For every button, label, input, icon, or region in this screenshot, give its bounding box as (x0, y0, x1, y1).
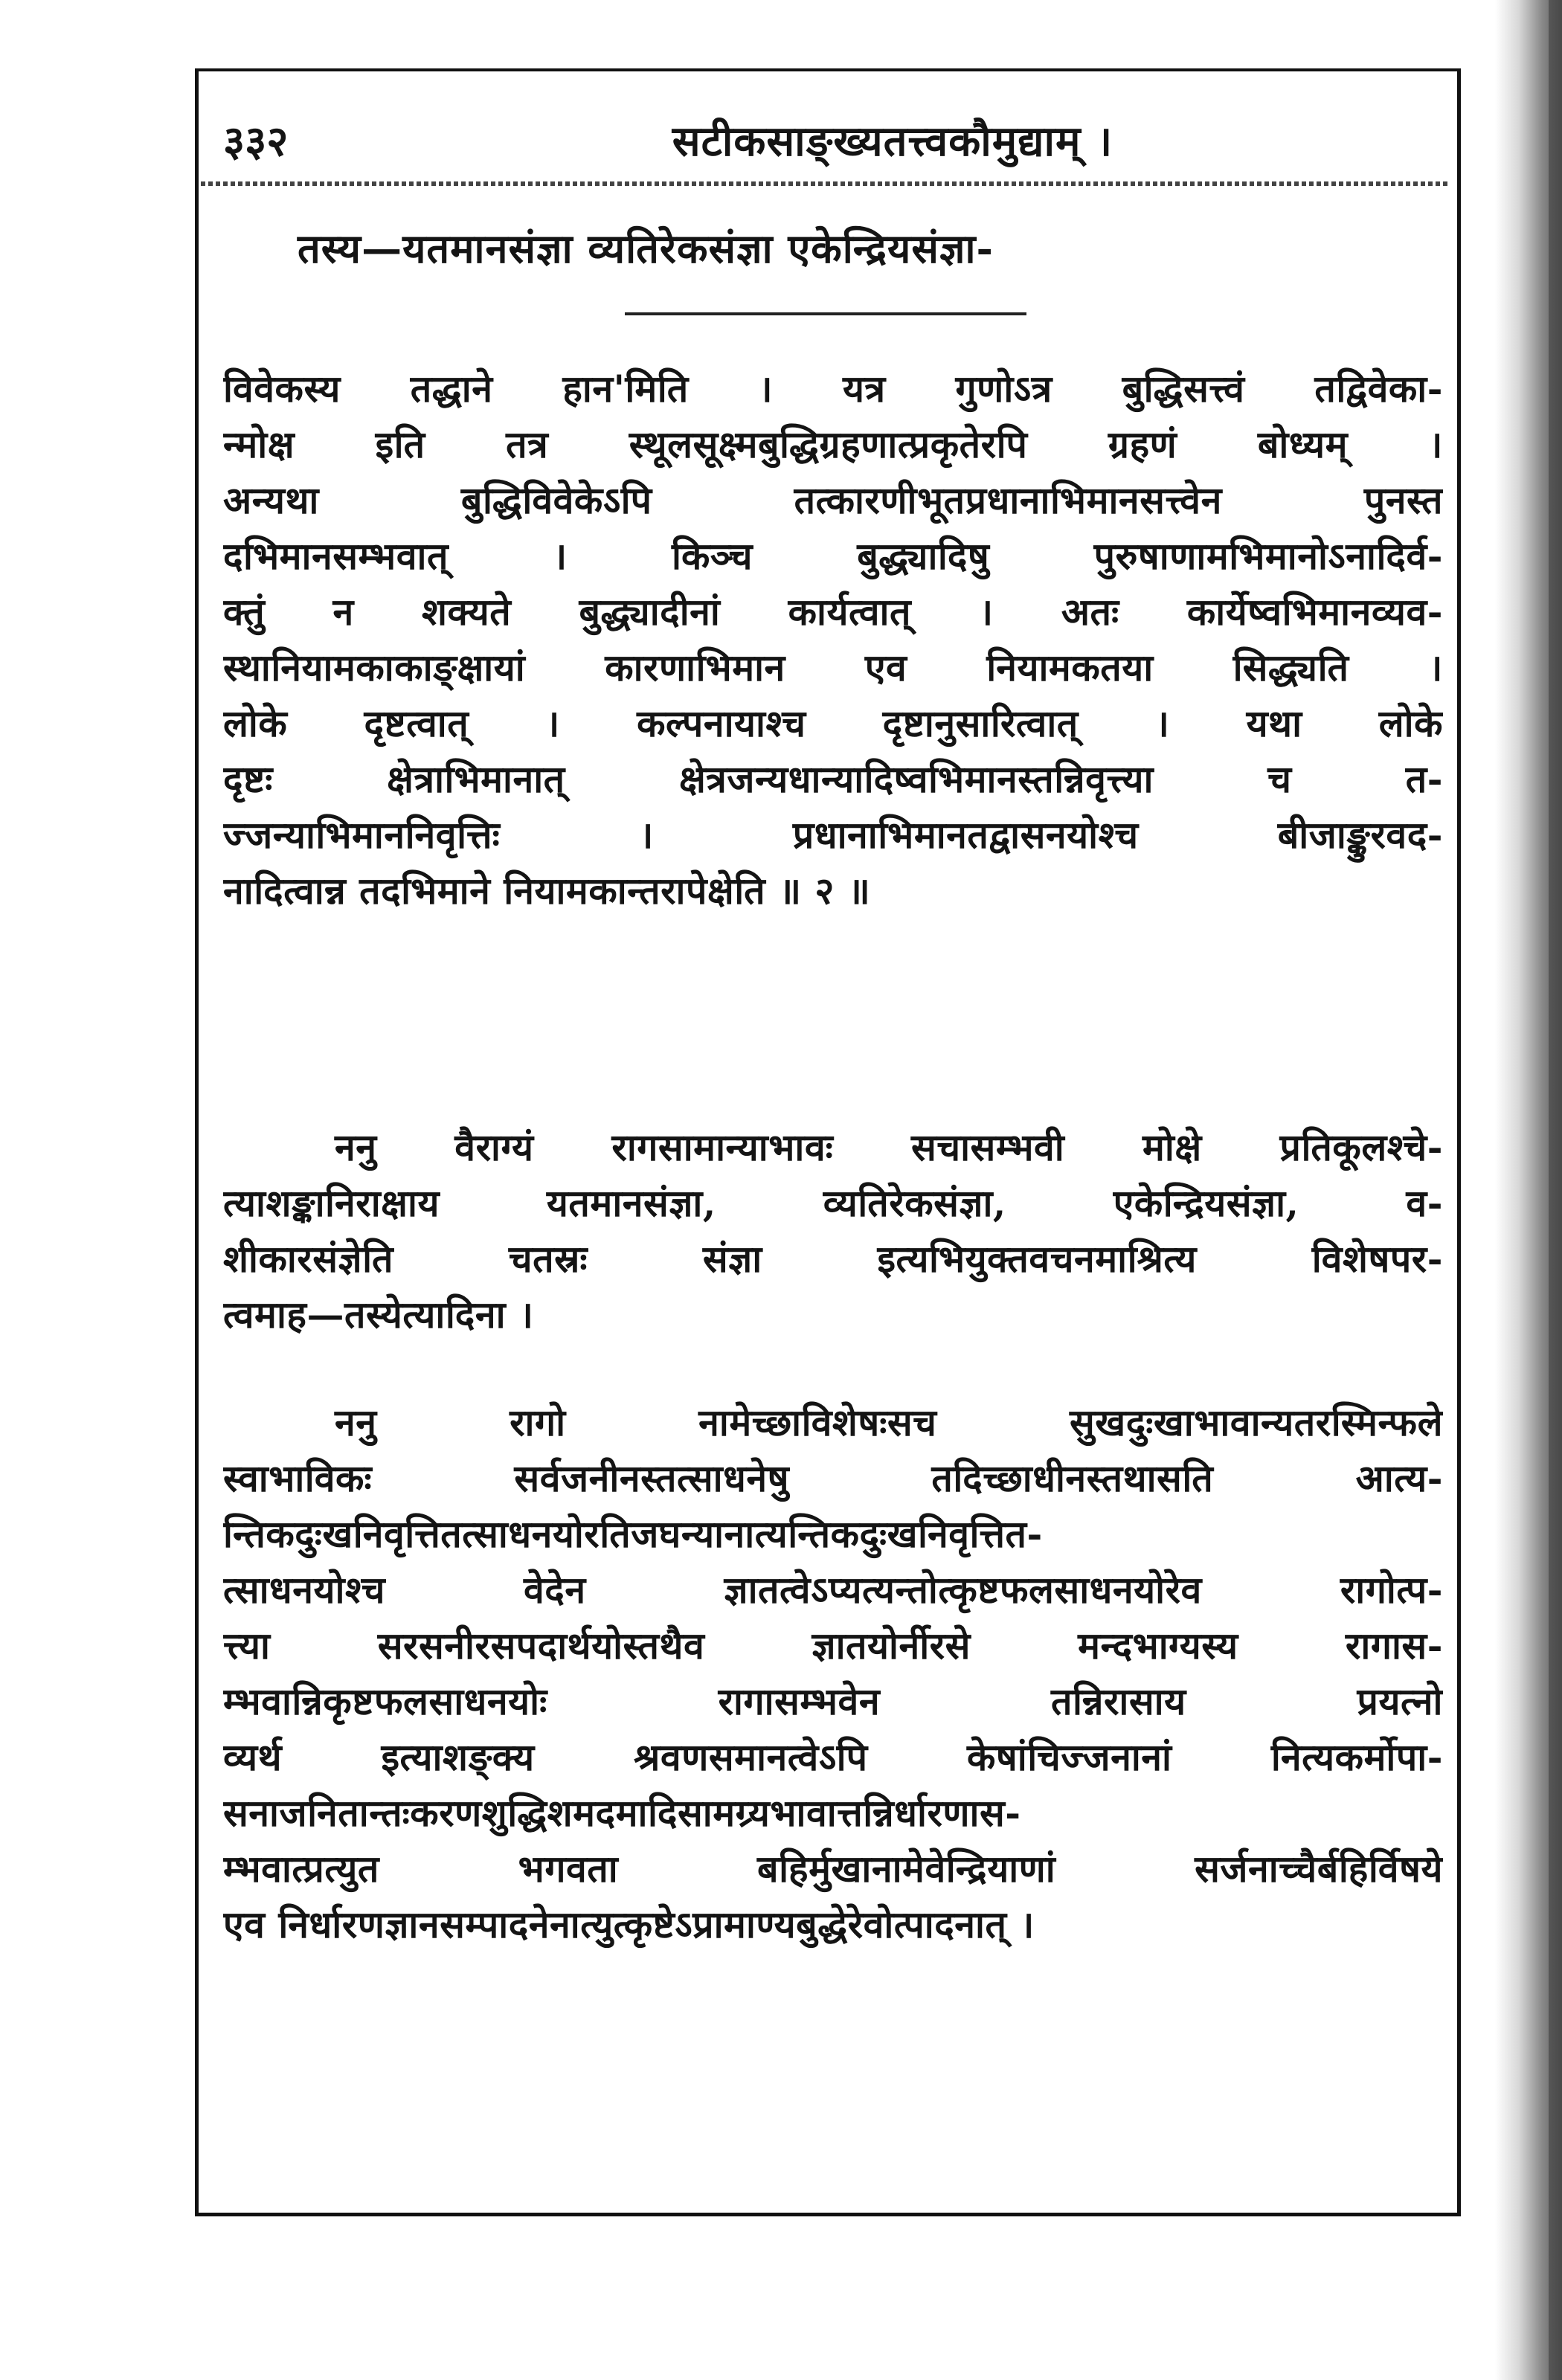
text-line: क्तुं न शक्यते बुद्ध्यादीनां कार्यत्वात् । अतः कार्येष्वभिमानव्यव- (223, 590, 1443, 634)
text-line: शीकारसंज्ञेति चतस्रः संज्ञा इत्यभियुक्तवचनमाश्रित्य विशेषपर- (223, 1237, 1443, 1281)
text-line: स्थानियामकाकाङ्क्षायां कारणाभिमान एव नियामकतया सिद्ध्यति । (223, 646, 1443, 689)
text-line: त्साधनयोश्च वेदेन ज्ञातत्वेऽप्यत्यन्तोत्कृष्टफलसाधनयोरेव रागोत्प- (223, 1568, 1443, 1612)
text-line: सनाजनितान्तःकरणशुद्धिशमदमादिसामग्र्यभावात्तन्निर्धारणास- (223, 1791, 1021, 1835)
text-line: विवेकस्य तद्धाने हान'मिति । यत्र गुणोऽत्र बुद्धिसत्त्वं तद्विवेका- (223, 367, 1443, 411)
text-line: न्मोक्ष इति तत्र स्थूलसूक्ष्मबुद्धिग्रहणात्प्रकृतेरपि ग्रहणं बोध्यम् । (223, 422, 1443, 466)
verse-line: तस्य—यतमानसंज्ञा व्यतिरेकसंज्ञा एकेन्द्रियसंज्ञा- (298, 225, 994, 272)
text-line: ज्जन्याभिमाननिवृत्तिः । प्रधानाभिमानतद्वासनयोश्च बीजाङ्कुरवद- (223, 813, 1443, 857)
page-frame-bottom-rule (195, 2213, 1461, 2216)
text-line: लोके दृष्टत्वात् । कल्पनायाश्च दृष्टानुसारित्वात् । यथा लोके (223, 701, 1443, 745)
page-edge-dark (1549, 0, 1562, 2380)
text-line: अन्यथा बुद्धिविवेकेऽपि तत्कारणीभूतप्रधानाभिमानसत्त्वेन पुनस्त (223, 478, 1443, 522)
text-line: ननु रागो नामेच्छाविशेषःसच सुखदुःखाभावान्यतरस्मिन्फले (335, 1400, 1443, 1444)
header-divider (201, 181, 1450, 186)
commentary-paragraph-1 (223, 361, 1443, 919)
text-line: दभिमानसम्भवात् । किञ्च बुद्ध्यादिषु पुरुषाणामभिमानोऽनादिर्व- (223, 534, 1443, 578)
text-line: व्यर्थ इत्याशङ्क्य श्रवणसमानत्वेऽपि केषांचिज्जनानां नित्यकर्मोपा- (223, 1735, 1443, 1779)
text-line: न्तिकदुःखनिवृत्तितत्साधनयोरतिजघन्यानात्यन्तिकदुःखनिवृत्तित- (223, 1512, 1043, 1556)
text-line: त्वमाह—तस्येत्यादिना । (223, 1293, 534, 1337)
text-line: स्वाभाविकः सर्वजनीनस्तत्साधनेषु तदिच्छाधीनस्तथासति आत्य- (223, 1456, 1443, 1500)
text-line: म्भवान्निकृष्टफलसाधनयोः रागासम्भवेन तन्निरासाय प्रयत्नो (223, 1679, 1443, 1723)
text-line: दृष्टः क्षेत्राभिमानात् क्षेत्रजन्यधान्यादिष्वभिमानस्तन्निवृत्त्या च त- (223, 757, 1443, 801)
text-line: म्भवात्प्रत्युत भगवता बहिर्मुखानामेवेन्द्रियाणां सर्जनाच्चैर्बहिर्विषये (223, 1847, 1443, 1891)
text-line: नादित्वान्न तदभिमाने नियामकान्तरापेक्षेति ॥ २ ॥ (223, 869, 871, 913)
text-line: त्त्या सरसनीरसपदार्थयोस्तथैव ज्ञातयोर्नीरसे मन्दभाग्यस्य रागास- (223, 1624, 1443, 1667)
running-title: सटीकसाङ्ख्यतत्त्वकौमुद्याम् । (672, 117, 1113, 166)
page-header (223, 112, 1428, 178)
page-number: ३३२ (223, 117, 289, 166)
commentary-paragraph-2 (223, 1119, 1443, 1342)
verse-divider (625, 312, 1026, 315)
text-line: एव निर्धारणज्ञानसम्पादनेनात्युत्कृष्टेऽप्रामाण्यबुद्धेरेवोत्पादनात् । (223, 1903, 1035, 1946)
text-line: त्याशङ्कानिराक्षाय यतमानसंज्ञा, व्यतिरेकसंज्ञा, एकेन्द्रियसंज्ञा, व- (223, 1181, 1443, 1225)
commentary-paragraph-3 (223, 1395, 1443, 1952)
text-line: ननु वैराग्यं रागसामान्याभावः सचासम्भवी मोक्षे प्रतिकूलश्चे- (335, 1125, 1443, 1169)
